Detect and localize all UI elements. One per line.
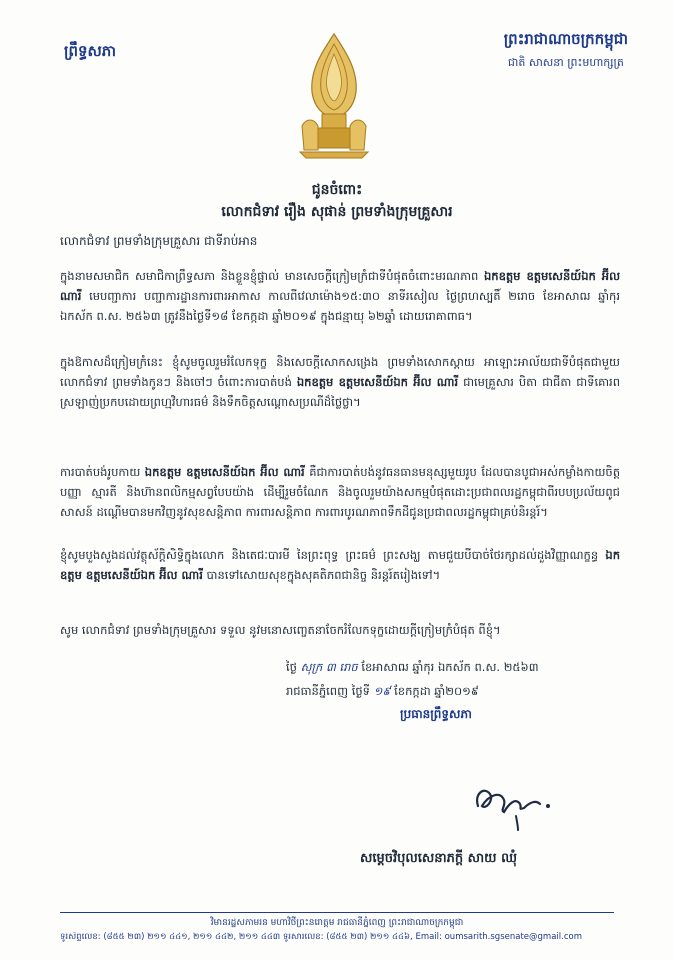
lunar-date-prefix: ថ្ងៃ xyxy=(286,660,297,674)
signer-name: សម្ដេចវិបុលសេនាភក្ដី សាយ ឈុំ xyxy=(360,851,517,866)
recipient-name: លោកជំទាវ រឿង សុផាន់ ព្រមទាំងក្រុមគ្រួសារ xyxy=(221,204,453,220)
kingdom-motto xyxy=(504,30,628,72)
salutation: លោកជំទាវ ព្រមទាំងក្រុមគ្រួសារ ជាទីរាប់អាន xyxy=(60,234,258,248)
footer-divider xyxy=(60,912,614,913)
paragraph-3-intro: ការបាត់បង់រូបកាយ xyxy=(60,465,141,479)
kingdom-name: ព្រះរាជាណាចក្រកម្ពុជា xyxy=(503,30,628,48)
paragraph-4-body: បានទៅសោយសុខក្នុងសុគតិភពជានិច្ច និរន្តរ៍តរៀងទៅ។ xyxy=(206,568,441,582)
solar-date-suffix: ខែកក្កដា ឆ្នាំ២០១៩ xyxy=(394,684,479,698)
footer-contacts: ទូរស័ព្ទលេខ: (៨៥៥ ២៣) ២១១ ៤៤១, ២១១ ៤៤២, ២១១ ៤៤៣ ទូរសារលេខ: (៨៥៥ ២៣) ២១១ ៤៤៦, Email: oumsarith.sgsenate@gmail.com xyxy=(60,932,582,942)
paragraph-2 xyxy=(60,352,620,412)
deceased-name: ឯកឧត្តម ឧត្តមសេនីយ៍ឯក អ៊ីល ណារី xyxy=(60,548,621,582)
footer-address: វិមានរដ្ឋសភាមរន មហាវិថីព្រះនរោត្តម រាជធានីភ្នំពេញ ព្រះរាជាណាចក្រកម្ពុជា xyxy=(210,918,464,928)
solar-date-line xyxy=(286,684,479,701)
paragraph-3-body: គឺជាការបាត់បង់នូវធនធានមនុស្សមួយរូប ដែលបានបូជាអស់កម្លាំងកាយចិត្ត បញ្ញា ស្មារតី និងហ៊ានពលិកម្មសព្វបែបយ៉ាង ដើម្បីរួមចំណែក និងចូលរួមយ៉ាងសកម្មបំផុតដោះប្រជាពលរដ្ឋកម្ពុជាពីរបបប្រល័យពូជសាសន៍ ដណ្ដើមបានមកវិញនូវសុខសន្តិភាព ការពារសន្តិភាព ការពារបូរណភាពទឹកដីជូនប្រជាពលរដ្ឋកម្ពុជាគ្រប់និរន្តរ៍។ xyxy=(60,465,621,519)
solar-date-prefix: រាជធានីភ្នំពេញ ថ្ងៃទី xyxy=(286,684,370,698)
lunar-date-line xyxy=(286,660,539,677)
signer-title: ប្រធានព្រឹទ្ធសភា xyxy=(400,707,472,721)
paragraph-3 xyxy=(60,462,620,522)
handwritten-signature-icon xyxy=(470,772,580,832)
paragraph-2-intro: ក្នុងឱកាសដ៏ក្រៀមក្រំនេះ ខ្ញុំសូមចូលរួមរំលែកទុក្ខ និងសេចក្ដីសោកសង្រេង ព្រមទាំងសោកស្ដាយ អាឡោះអាល័យជាទីបំផុតជាមួយ លោកជំទាវ ព្រមទាំងកូនៗ និងចៅៗ ចំពោះការបាត់បង់ xyxy=(60,355,620,389)
lunar-date-handwritten: សុក្រ ៣ រោច xyxy=(300,660,358,674)
paragraph-1-intro: ក្នុងនាមសមាជិក សមាជិកាព្រឹទ្ធសភា និងខ្លួនខ្ញុំផ្ទាល់ មានសេចក្ដីក្រៀមក្រំជាទីបំផុតចំពោះមរណភាព xyxy=(60,269,479,283)
paragraph-2-body: ជាមេគ្រួសារ បិតា ជាជីតា ជាទីគោរពស្រឡាញ់ប្រកបដោយព្រហ្មវិហារធម៌ និងទឹកចិត្តសណ្ដោសប្រណីដ៏ថ្លៃថ្លា។ xyxy=(60,375,621,409)
paragraph-4 xyxy=(60,545,620,585)
recipient-heading: ជូនចំពោះ xyxy=(311,182,363,198)
kingdom-motto-line: ជាតិ សាសនា ព្រះមហាក្សត្រ xyxy=(507,56,624,69)
deceased-name: ឯកឧត្តម ឧត្តមសេនីយ៍ឯក អ៊ីល ណារី xyxy=(144,465,305,479)
paragraph-1-body: មេបញ្ជាការ បញ្ជាការដ្ឋានការពារអាកាស កាលពីវេលាម៉ោង១៥:៣០ នាទីរសៀល ថ្ងៃព្រហស្បតិ៍ ២រោច ខែអាសាឍ ឆ្នាំកុរ ឯកស័ក ព.ស. ២៥៦៣ ត្រូវនឹងថ្ងៃទី១៨ ខែកក្កដា ឆ្នាំ២០១៩ ក្នុងជន្មាយុ ៦២ឆ្នាំ ដោយរោគាពាធ។ xyxy=(60,289,621,323)
royal-arms-of-cambodia-icon xyxy=(292,30,376,160)
sender-institution: ព្រឹទ្ធសភា xyxy=(64,42,117,60)
paragraph-4-intro: ខ្ញុំសូមបួងសួងដល់វត្ថុស័ក្តិសិទ្ធិក្នុងលោក និងតេជៈបារមី នៃព្រះពុទ្ធ ព្រះធម៌ ព្រះសង្ឃ តាមជួយបីបាច់ថែរក្សាដល់ដួងវិញ្ញាណក្ខន្ធ xyxy=(60,548,599,562)
deceased-name: ឯកឧត្តម ឧត្តមសេនីយ៍ឯក អ៊ីល ណារី xyxy=(60,269,621,303)
deceased-name: ឯកឧត្តម ឧត្តមសេនីយ៍ឯក អ៊ីល ណារី xyxy=(296,375,459,389)
solar-date-handwritten: ១៩ xyxy=(373,684,391,698)
paragraph-5: សូម លោកជំទាវ ព្រមទាំងក្រុមគ្រួសារ ទទួល នូវមនោសញ្ចេតនាចែករំលែកទុក្ខដោយក្ដីក្រៀមក្រំបំផុត ពីខ្ញុំ។ xyxy=(60,623,501,637)
lunar-date-suffix: ខែអាសាឍ ឆ្នាំកុរ ឯកស័ក ព.ស. ២៥៦៣ xyxy=(361,660,539,674)
paragraph-1 xyxy=(60,266,620,326)
